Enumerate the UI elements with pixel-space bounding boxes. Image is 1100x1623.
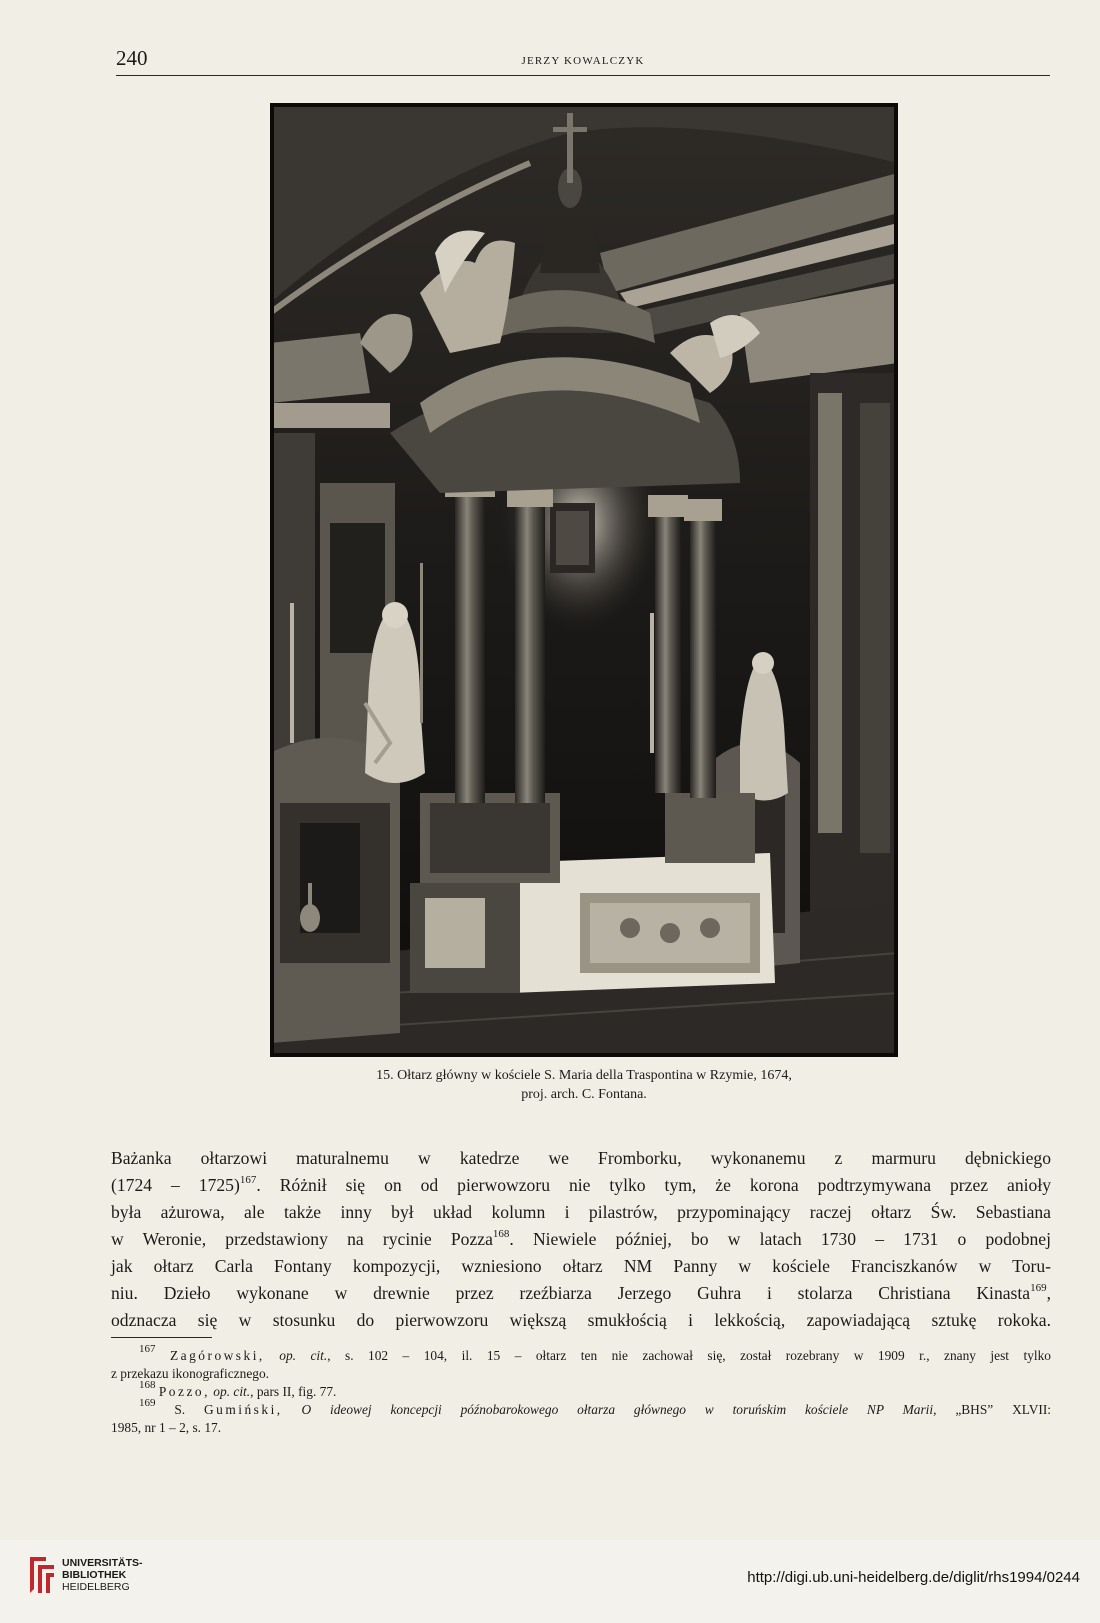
- footnote-167-line-2: z przekazu ikonograficznego.: [111, 1366, 270, 1381]
- footnote-169-line-1: [111, 1397, 1052, 1419]
- footnote-167-cit: op. cit.: [279, 1348, 328, 1363]
- footnote-ref-167[interactable]: 167: [239, 1174, 257, 1186]
- body-line-3: była ażurowa, ale także inny był układ kolumn i pilastrów, przypominający raczej ołtarz Św. Sebastiana: [111, 1202, 1051, 1222]
- footnote-167-author: Zagórowski,: [169, 1348, 265, 1363]
- body-line-4: [111, 1226, 1051, 1253]
- header-rule: [116, 75, 1050, 76]
- footnote-167-line-1: [111, 1343, 1052, 1365]
- body-line-6: [111, 1280, 1051, 1307]
- figure-caption: [270, 1066, 898, 1104]
- footnote-168-cit: op. cit.: [213, 1384, 251, 1399]
- body-line-1: Bażanka ołtarzowi maturalnemu w katedrze we Fromborku, wykonanemu z marmuru dębnickiego: [111, 1148, 1051, 1168]
- body-paragraph: [111, 1145, 1051, 1334]
- footnotes: [111, 1343, 1052, 1437]
- footnote-169-journal: „BHS” XLVII:: [955, 1402, 1052, 1417]
- library-name-line-1: UNIVERSITÄTS-: [62, 1557, 143, 1569]
- running-title: JERZY KOWALCZYK: [521, 55, 645, 67]
- footnote-169-number: 169: [139, 1397, 156, 1409]
- library-name-line-2: BIBLIOTHEK: [62, 1569, 127, 1581]
- permalink-url[interactable]: http://digi.ub.uni-heidelberg.de/diglit/rhs1994/0244: [747, 1569, 1080, 1586]
- footnote-167-number: 167: [139, 1343, 156, 1355]
- footnote-169-line-2: 1985, nr 1 – 2, s. 17.: [111, 1420, 222, 1435]
- body-line-6-a: niu. Dzieło wykonane w drewnie przez rzeźbiarza Jerzego Guhra i stolarza Christiana Kinasta: [111, 1283, 1031, 1303]
- page-number: 240: [116, 46, 148, 70]
- footnote-168-text: , pars II, fig. 77.: [250, 1384, 337, 1399]
- library-name: [62, 1557, 143, 1593]
- footnote-ref-169[interactable]: 169: [1030, 1282, 1047, 1294]
- footnote-169-initial: S.: [174, 1402, 186, 1417]
- body-line-6-b: ,: [1046, 1283, 1051, 1303]
- altar-photograph: [270, 103, 898, 1057]
- body-line-2-b: . Różnił się on od pierwowzoru nie tylko tym, że korona podtrzymywana przez anioły: [256, 1175, 1052, 1195]
- altar-illustration: [270, 103, 898, 1057]
- footnote-169-title: O ideowej koncepcji późnobarokowego ołtarza głównego w toruńskim kościele NP Marii,: [301, 1402, 937, 1417]
- footnote-168-author: Pozzo,: [158, 1384, 210, 1399]
- footnote-168: [111, 1379, 1051, 1401]
- body-line-4-a: w Weronie, przedstawiony na rycinie Pozza: [111, 1229, 493, 1249]
- footnote-168-number: 168: [139, 1379, 156, 1391]
- caption-line-2: proj. arch. C. Fontana.: [521, 1087, 647, 1102]
- library-logo-icon: [26, 1555, 58, 1595]
- caption-line-1: 15. Ołtarz główny w kościele S. Maria della Traspontina w Rzymie, 1674,: [376, 1068, 792, 1083]
- body-line-5: jak ołtarz Carla Fontany kompozycji, wzniesiono ołtarz NM Panny w kościele Franciszkanów w Toru-: [111, 1256, 1051, 1276]
- footnote-ref-168[interactable]: 168: [492, 1228, 510, 1240]
- body-line-2-a: (1724 – 1725): [111, 1175, 240, 1195]
- library-footer: [0, 1540, 1100, 1623]
- library-name-line-3: HEIDELBERG: [62, 1581, 130, 1593]
- footnote-rule: [111, 1337, 212, 1338]
- running-head: [116, 46, 1050, 76]
- footnote-169-author: Gumiński,: [203, 1402, 283, 1417]
- body-line-7: odznacza się w stosunku do pierwowzoru większą smukłością i lekkością, zapowiadającą sztukę rokoka.: [111, 1310, 1051, 1330]
- footnote-167-text: , s. 102 – 104, il. 15 – ołtarz ten nie zachował się, został rozebrany w 1909 r., znany jest tylko: [327, 1348, 1052, 1363]
- body-line-2: [111, 1172, 1051, 1199]
- body-line-4-b: . Niewiele później, bo w latach 1730 – 1731 o podobnej: [509, 1229, 1051, 1249]
